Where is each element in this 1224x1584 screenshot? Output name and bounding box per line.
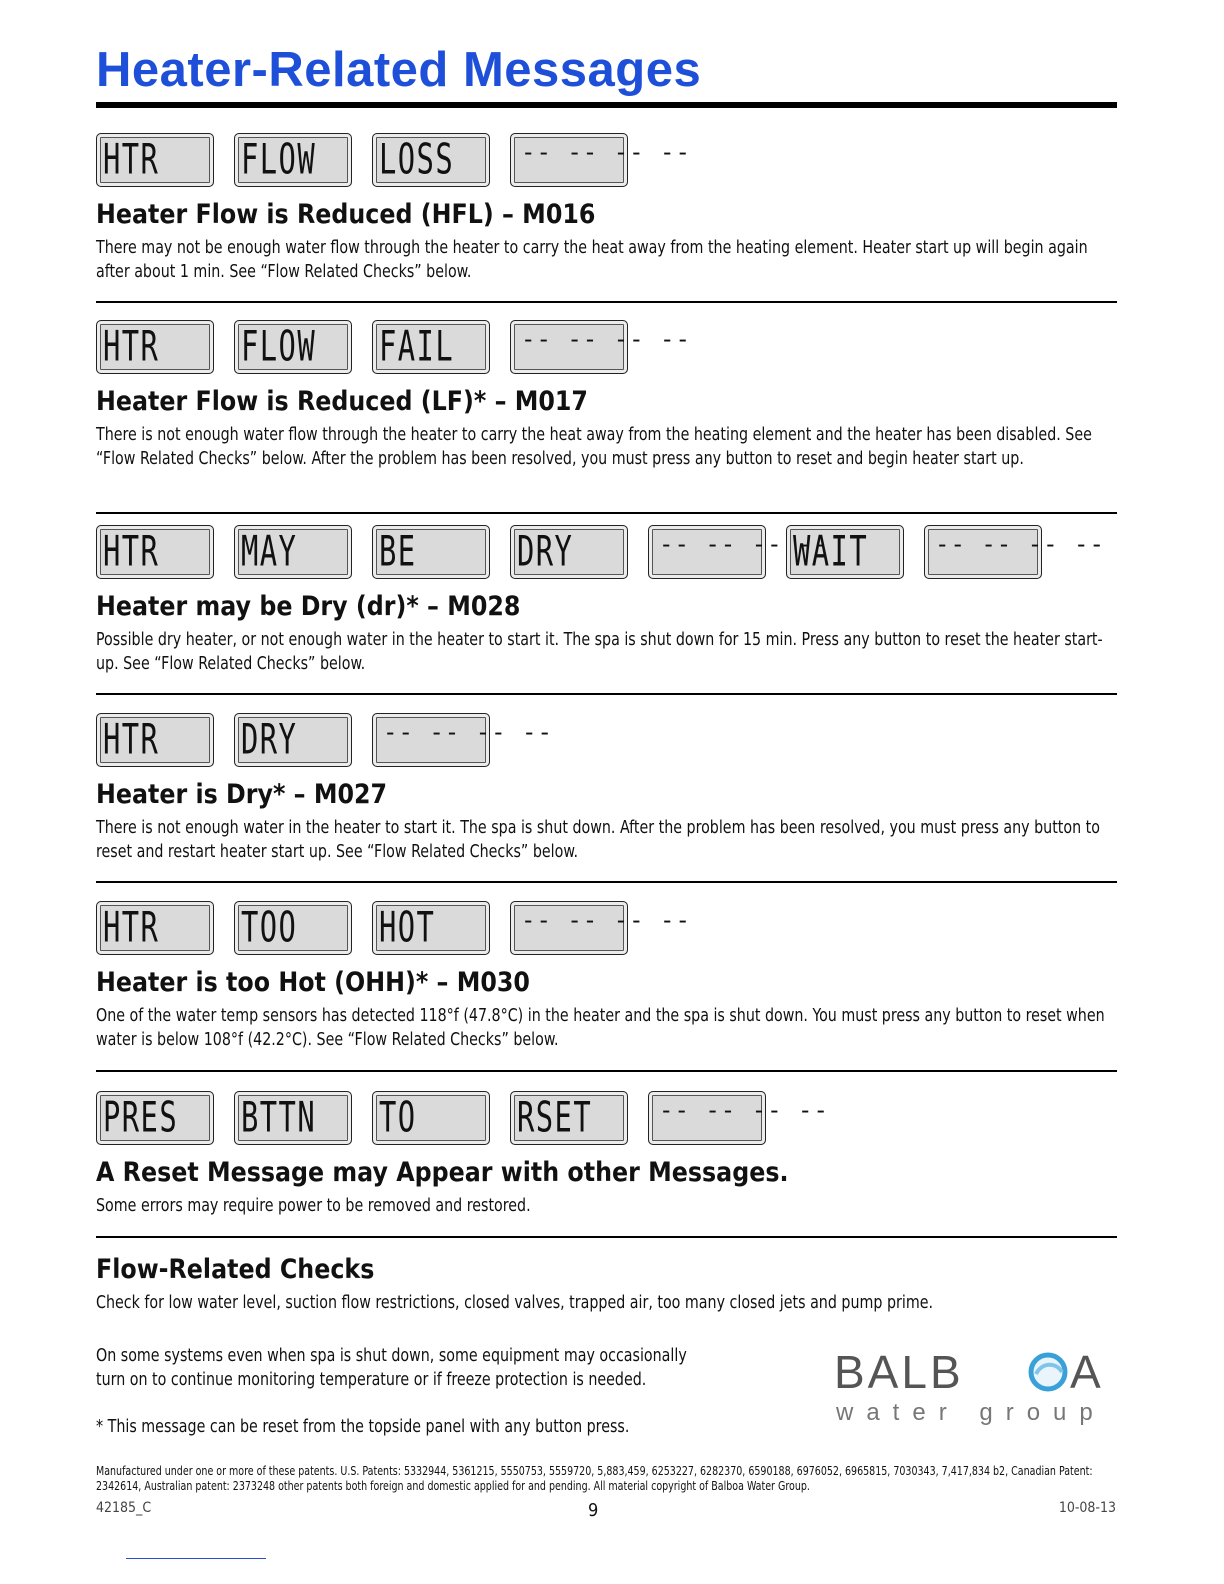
lcd-display-row (96, 525, 1117, 581)
lcd-panel: RSET (510, 1091, 628, 1145)
lcd-panel: TO (372, 1091, 490, 1145)
lcd-panel: DRY (234, 713, 352, 767)
section-text: There is not enough water in the heater to start it. The spa is shut down. After the problem has been resolved, you must press any button to reset and restart heater start up. See “Flow Related Checks” below. (96, 817, 1100, 862)
lcd-display-row (96, 1091, 1117, 1147)
lcd-panel: -- -- -- -- (510, 133, 628, 187)
lcd-display-row (96, 133, 1117, 189)
lcd-panel: FLOW (234, 320, 352, 374)
page-number: 9 (588, 1500, 599, 1521)
patent-notice: Manufactured under one or more of these patents. U.S. Patents: 5332944, 5361215, 5550753, 5559720, 5,883,459, 6253227, 6282370, 6590188, 6976052, 6965815, 7030343, 7,417,834 b2, Canadian Patent: 2342614, Australian patent: 2373248 other patents both foreign and domestic applied for and pending. All material copyright of Balboa Water Group. (96, 1464, 1093, 1493)
section-heading: Heater is Dry* – M027 (96, 779, 388, 810)
lcd-panel: BE (372, 525, 490, 579)
logo-word-left: BALB (834, 1346, 964, 1398)
lcd-panel: WAIT (786, 525, 904, 579)
logo-sub: water group (836, 1399, 1106, 1426)
lcd-panel: HOT (372, 901, 490, 955)
lcd-panel: HTR (96, 320, 214, 374)
message-section-dry (96, 713, 1117, 864)
lcd-panel: -- -- -- -- (372, 713, 490, 767)
section-text: One of the water temp sensors has detected 118°f (47.8°C) in the heater and the spa is shut down. You must press any button to reset when water is below 108°f (42.2°C). See “Flow Related Checks” below. (96, 1005, 1105, 1050)
section-heading: Heater Flow is Reduced (HFL) – M016 (96, 199, 596, 230)
lcd-panel: HTR (96, 713, 214, 767)
balboa-logo (832, 1344, 1122, 1424)
divider (96, 512, 1117, 514)
bottom-link-underline (126, 1558, 266, 1559)
lcd-panel: -- -- -- -- (924, 525, 1042, 579)
lcd-panel: -- -- -- -- (648, 1091, 766, 1145)
divider (96, 301, 1117, 303)
lcd-display-row (96, 901, 1117, 957)
section-text: There is not enough water flow through the heater to carry the heat away from the heating element and the heater has been disabled. See “Flow Related Checks” below. After the problem has been resolved, you must press any button to reset and begin heater start up. (96, 424, 1092, 469)
message-section-reset (96, 1091, 1117, 1218)
message-section-lf (96, 320, 1117, 471)
section-text: Some errors may require power to be removed and restored. (96, 1195, 531, 1216)
lcd-panel: MAY (234, 525, 352, 579)
lcd-panel: HTR (96, 133, 214, 187)
divider (96, 1236, 1117, 1238)
doc-date: 10-08-13 (1058, 1500, 1116, 1516)
doc-id: 42185_C (96, 1500, 152, 1516)
lcd-display-row (96, 713, 1117, 769)
lcd-panel: -- -- -- -- (510, 320, 628, 374)
section-text: Possible dry heater, or not enough water in the heater to start it. The spa is shut down for 15 min. Press any button to reset the heater start-up. See “Flow Related Checks” below. (96, 629, 1103, 674)
section-heading: A Reset Message may Appear with other Messages. (96, 1157, 789, 1188)
title-rule (96, 102, 1117, 108)
divider (96, 1070, 1117, 1072)
message-section-hfl (96, 133, 1117, 284)
divider (96, 693, 1117, 695)
logo-word-right: A (1070, 1346, 1101, 1398)
lcd-panel: -- -- -- -- (648, 525, 766, 579)
divider (96, 881, 1117, 883)
lcd-panel: DRY (510, 525, 628, 579)
lcd-panel: -- -- -- -- (510, 901, 628, 955)
section-text: There may not be enough water flow through the heater to carry the heat away from the heating element. Heater start up will begin again after about 1 min. See “Flow Related Checks” below. (96, 237, 1088, 282)
section-heading: Heater is too Hot (OHH)* – M030 (96, 967, 530, 998)
section-heading: Heater may be Dry (dr)* – M028 (96, 591, 521, 622)
lcd-panel: FLOW (234, 133, 352, 187)
flow-checks-note-line2: turn on to continue monitoring temperature or if freeze protection is needed. (96, 1369, 647, 1390)
lcd-panel: TOO (234, 901, 352, 955)
lcd-panel: BTTN (234, 1091, 352, 1145)
lcd-panel: PRES (96, 1091, 214, 1145)
message-section-ohh (96, 901, 1117, 1052)
section-heading: Heater Flow is Reduced (LF)* – M017 (96, 386, 588, 417)
page-title: Heater-Related Messages (96, 43, 702, 97)
flow-checks-heading: Flow-Related Checks (96, 1254, 375, 1285)
lcd-display-row (96, 320, 1117, 376)
message-section-dr (96, 525, 1117, 676)
balboa-logo-image (832, 1344, 1122, 1424)
lcd-panel: HTR (96, 901, 214, 955)
lcd-panel: LOSS (372, 133, 490, 187)
lcd-panel: HTR (96, 525, 214, 579)
flow-checks-text: Check for low water level, suction flow restrictions, closed valves, trapped air, too many closed jets and pump prime. (96, 1292, 934, 1313)
reset-footnote: * This message can be reset from the topside panel with any button press. (96, 1416, 630, 1437)
lcd-panel: FAIL (372, 320, 490, 374)
flow-checks-note-line1: On some systems even when spa is shut down, some equipment may occasionally (96, 1345, 687, 1366)
